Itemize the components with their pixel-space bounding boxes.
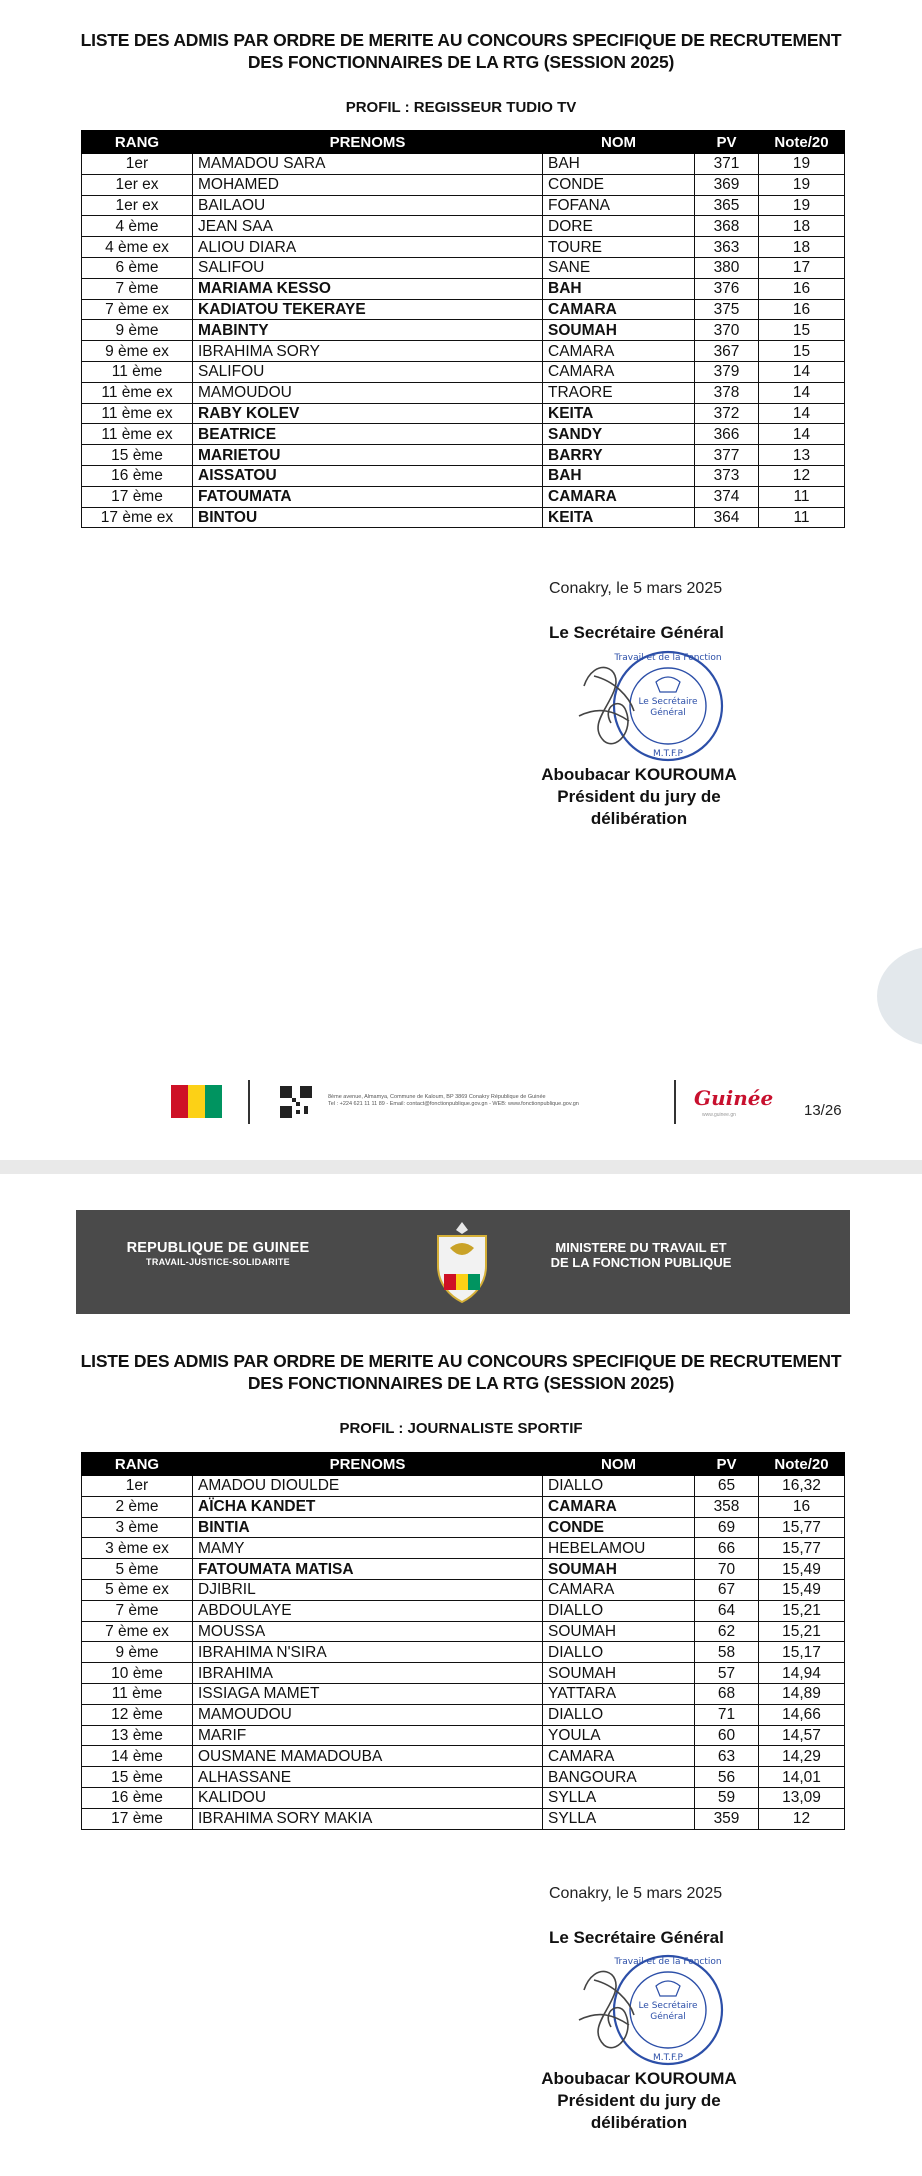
prenoms-cell: MARIAMA KESSO [193,278,543,299]
rank-cell: 17 ème [82,1808,193,1829]
pv-cell: 370 [695,320,759,341]
table-row [82,174,845,195]
pv-cell: 69 [695,1517,759,1538]
stamp-center-text-2: Général [650,708,686,718]
signer-role-line-1: Président du jury de [557,787,721,806]
document-title-2 [40,1350,882,1394]
rank-cell: 11 ème ex [82,382,193,403]
col-prenoms: PRENOMS [193,1453,543,1476]
rank-cell: 14 ème [82,1746,193,1767]
stamp-bottom-text: M.T.F.P [653,749,683,759]
nom-cell: SYLLA [543,1808,695,1829]
nom-cell: SOUMAH [543,1621,695,1642]
banner-motto: TRAVAIL-JUSTICE-SOLIDARITE [146,1257,290,1267]
table-row [82,382,845,403]
rank-cell: 4 ème ex [82,237,193,258]
rank-cell: 15 ème [82,1767,193,1788]
results-table-2 [81,1452,845,1830]
pv-cell: 365 [695,195,759,216]
table-row [82,1496,845,1517]
nom-cell: DIALLO [543,1476,695,1497]
col-note: Note/20 [759,1453,845,1476]
pv-cell: 67 [695,1579,759,1600]
note-cell: 14,29 [759,1746,845,1767]
prenoms-cell: MABINTY [193,320,543,341]
prenoms-cell: ALIOU DIARA [193,237,543,258]
pv-cell: 373 [695,465,759,486]
title-line-1: LISTE DES ADMIS PAR ORDRE DE MERITE AU CONCOURS SPECIFIQUE DE RECRUTEMENT [80,1351,842,1371]
table-row [82,1663,845,1684]
table-row [82,320,845,341]
table-row [82,1538,845,1559]
note-cell: 16 [759,299,845,320]
note-cell: 15,77 [759,1517,845,1538]
ministry-banner [76,1210,850,1314]
prenoms-cell: ALHASSANE [193,1767,543,1788]
rank-cell: 17 ème ex [82,507,193,528]
pv-cell: 57 [695,1663,759,1684]
table-row [82,154,845,175]
pv-cell: 367 [695,341,759,362]
col-pv: PV [695,131,759,154]
signer-role-line-2: délibération [590,809,688,828]
note-cell: 14,01 [759,1767,845,1788]
banner-ministry-line-2: DE LA FONCTION PUBLIQUE [550,1255,732,1270]
pv-cell: 65 [695,1476,759,1497]
note-cell: 14,66 [759,1704,845,1725]
note-cell: 14,57 [759,1725,845,1746]
table-row [82,486,845,507]
stamp-circle [613,1956,722,2064]
pv-cell: 371 [695,154,759,175]
rank-cell: 9 ème ex [82,341,193,362]
footer-divider [248,1080,250,1124]
note-cell: 17 [759,257,845,278]
stamp-center-text-1: Le Secrétaire [638,697,698,707]
signer-block-2 [519,2068,759,2134]
prenoms-cell: KALIDOU [193,1787,543,1808]
prenoms-cell: DJIBRIL [193,1579,543,1600]
pv-cell: 63 [695,1746,759,1767]
profil-heading: PROFIL : REGISSEUR TUDIO TV [345,99,577,116]
table-row [82,341,845,362]
nom-cell: FOFANA [543,195,695,216]
floating-action-button[interactable] [877,946,922,1046]
title-line-1: LISTE DES ADMIS PAR ORDRE DE MERITE AU CONCOURS SPECIFIQUE DE RECRUTEMENT [80,30,842,50]
rank-cell: 17 ème [82,486,193,507]
nom-cell: BAH [543,278,695,299]
prenoms-cell: BINTOU [193,507,543,528]
table-row [82,1746,845,1767]
table-row [82,445,845,466]
nom-cell: SOUMAH [543,320,695,341]
prenoms-cell: MAMY [193,1538,543,1559]
coat-of-arms-icon [424,1216,500,1308]
prenoms-cell: IBRAHIMA N'SIRA [193,1642,543,1663]
table-row [82,237,845,258]
rank-cell: 12 ème [82,1704,193,1725]
col-nom: NOM [543,131,695,154]
note-cell: 15,49 [759,1559,845,1580]
nom-cell: CAMARA [543,1579,695,1600]
note-cell: 14 [759,382,845,403]
prenoms-cell: RABY KOLEV [193,403,543,424]
note-cell: 14 [759,403,845,424]
note-cell: 15 [759,320,845,341]
nom-cell: BAH [543,154,695,175]
footer-address-line-2: Tel : +224 621 11 11 89 - Email: contact@fonctionpublique.gov.gn - WEB: www.fonctionpublique.gov.gn [328,1101,579,1107]
pv-cell: 358 [695,1496,759,1517]
note-cell: 19 [759,174,845,195]
col-note: Note/20 [759,131,845,154]
nom-cell: CAMARA [543,299,695,320]
footer-address-line-1: 8ème avenue, Almamya, Commune de Kaloum, BP 3869 Conakry République de Guinée [328,1094,546,1100]
col-prenoms: PRENOMS [193,131,543,154]
nom-cell: CAMARA [543,341,695,362]
official-stamp [564,646,724,766]
guinea-flag-icon [171,1085,222,1118]
table-row [82,1621,845,1642]
table-row [82,361,845,382]
table-row [82,1559,845,1580]
pv-cell: 359 [695,1808,759,1829]
nom-cell: DIALLO [543,1600,695,1621]
title-line-2: DES FONCTIONNAIRES DE LA RTG (SESSION 2025) [247,52,675,72]
nom-cell: TRAORE [543,382,695,403]
nom-cell: SYLLA [543,1787,695,1808]
guinee-brand-logo: Guinée [694,1086,774,1110]
rank-cell: 9 ème [82,1642,193,1663]
page-number: 13/26 [804,1102,842,1119]
pv-cell: 62 [695,1621,759,1642]
table-header-row [82,131,845,154]
handwritten-signature [579,667,634,743]
rank-cell: 7 ème [82,1600,193,1621]
pv-cell: 374 [695,486,759,507]
table-row [82,1725,845,1746]
rank-cell: 4 ème [82,216,193,237]
nom-cell: DIALLO [543,1642,695,1663]
prenoms-cell: JEAN SAA [193,216,543,237]
page-separator [0,1160,922,1174]
pv-cell: 71 [695,1704,759,1725]
rank-cell: 5 ème ex [82,1579,193,1600]
results-table [81,130,845,528]
note-cell: 13,09 [759,1787,845,1808]
prenoms-cell: MAMOUDOU [193,382,543,403]
rank-cell: 11 ème [82,1683,193,1704]
footer-address [328,1094,658,1108]
nom-cell: CAMARA [543,361,695,382]
table-header-row [82,1453,845,1476]
stamp-center-text-1: Le Secrétaire [638,2001,698,2011]
note-cell: 16 [759,278,845,299]
rank-cell: 3 ème ex [82,1538,193,1559]
nom-cell: CONDE [543,1517,695,1538]
banner-ministry-line-1: MINISTERE DU TRAVAIL ET [555,1240,727,1255]
nom-cell: DORE [543,216,695,237]
note-cell: 14,89 [759,1683,845,1704]
prenoms-cell: KADIATOU TEKERAYE [193,299,543,320]
prenoms-cell: MAMOUDOU [193,1704,543,1725]
note-cell: 14 [759,424,845,445]
nom-cell: KEITA [543,507,695,528]
pv-cell: 375 [695,299,759,320]
pv-cell: 59 [695,1787,759,1808]
prenoms-cell: SALIFOU [193,361,543,382]
table-row [82,216,845,237]
pv-cell: 60 [695,1725,759,1746]
nom-cell: SANDY [543,424,695,445]
table-row [82,195,845,216]
table-row [82,1476,845,1497]
nom-cell: SOUMAH [543,1663,695,1684]
note-cell: 18 [759,216,845,237]
prenoms-cell: BAILAOU [193,195,543,216]
prenoms-cell: SALIFOU [193,257,543,278]
pv-cell: 368 [695,216,759,237]
stamp-bottom-text: M.T.F.P [653,2053,683,2063]
pv-cell: 68 [695,1683,759,1704]
prenoms-cell: IBRAHIMA [193,1663,543,1684]
signature-title-2: Le Secrétaire Général [549,1928,724,1947]
signer-name: Aboubacar KOUROUMA [541,765,737,784]
note-cell: 19 [759,154,845,175]
rank-cell: 7 ème ex [82,1621,193,1642]
table-row [82,424,845,445]
pv-cell: 56 [695,1767,759,1788]
stamp-circle [613,652,722,760]
prenoms-cell: BEATRICE [193,424,543,445]
table-row [82,1767,845,1788]
pv-cell: 378 [695,382,759,403]
rank-cell: 5 ème [82,1559,193,1580]
rank-cell: 16 ème [82,1787,193,1808]
prenoms-cell: ISSIAGA MAMET [193,1683,543,1704]
note-cell: 15,17 [759,1642,845,1663]
note-cell: 14,94 [759,1663,845,1684]
prenoms-cell: IBRAHIMA SORY MAKIA [193,1808,543,1829]
pv-cell: 58 [695,1642,759,1663]
stamp-outer-text: Travail et de la Fonction [614,1957,722,1967]
note-cell: 11 [759,486,845,507]
table-row [82,465,845,486]
rank-cell: 11 ème ex [82,403,193,424]
note-cell: 19 [759,195,845,216]
note-cell: 15 [759,341,845,362]
col-pv: PV [695,1453,759,1476]
handwritten-signature [579,1971,634,2047]
nom-cell: KEITA [543,403,695,424]
pv-cell: 70 [695,1559,759,1580]
rank-cell: 7 ème [82,278,193,299]
rank-cell: 6 ème [82,257,193,278]
page-footer [0,1076,922,1126]
rank-cell: 7 ème ex [82,299,193,320]
note-cell: 13 [759,445,845,466]
rank-cell: 2 ème [82,1496,193,1517]
profil-heading-2: PROFIL : JOURNALISTE SPORTIF [339,1420,583,1437]
nom-cell: CAMARA [543,486,695,507]
nom-cell: SANE [543,257,695,278]
table-row [82,1704,845,1725]
prenoms-cell: MAMADOU SARA [193,154,543,175]
nom-cell: CONDE [543,174,695,195]
table-row [82,1683,845,1704]
note-cell: 14 [759,361,845,382]
table-row [82,1579,845,1600]
col-rang: RANG [82,131,193,154]
prenoms-cell: ABDOULAYE [193,1600,543,1621]
table-row [82,403,845,424]
rank-cell: 11 ème ex [82,424,193,445]
prenoms-cell: IBRAHIMA SORY [193,341,543,362]
rank-cell: 10 ème [82,1663,193,1684]
rank-cell: 1er [82,154,193,175]
prenoms-cell: AISSATOU [193,465,543,486]
note-cell: 12 [759,465,845,486]
signer-name: Aboubacar KOUROUMA [541,2069,737,2088]
rank-cell: 3 ème [82,1517,193,1538]
rank-cell: 9 ème [82,320,193,341]
rank-cell: 1er ex [82,195,193,216]
nom-cell: BANGOURA [543,1767,695,1788]
signer-role-line-2: délibération [590,2113,688,2132]
col-rang: RANG [82,1453,193,1476]
place-date: Conakry, le 5 mars 2025 [549,580,723,597]
note-cell: 16 [759,1496,845,1517]
pv-cell: 372 [695,403,759,424]
table-row [82,1787,845,1808]
note-cell: 15,49 [759,1579,845,1600]
rank-cell: 1er ex [82,174,193,195]
prenoms-cell: MOUSSA [193,1621,543,1642]
signer-role-line-1: Président du jury de [557,2091,721,2110]
signature-title: Le Secrétaire Général [549,623,724,642]
stamp-center-text-2: Général [650,2012,686,2022]
rank-cell: 16 ème [82,465,193,486]
place-date-2: Conakry, le 5 mars 2025 [549,1885,723,1902]
banner-country [108,1240,328,1267]
nom-cell: BARRY [543,445,695,466]
table-row [82,299,845,320]
document-title [40,29,882,73]
pv-cell: 64 [695,1600,759,1621]
prenoms-cell: BINTIA [193,1517,543,1538]
prenoms-cell: AÏCHA KANDET [193,1496,543,1517]
stamp-outer-text: Travail et de la Fonction [614,653,722,663]
col-nom: NOM [543,1453,695,1476]
document-page-14 [0,1174,922,2176]
rank-cell: 15 ème [82,445,193,466]
rank-cell: 1er [82,1476,193,1497]
pv-cell: 364 [695,507,759,528]
nom-cell: YATTARA [543,1683,695,1704]
nom-cell: TOURE [543,237,695,258]
prenoms-cell: MARIF [193,1725,543,1746]
prenoms-cell: MOHAMED [193,174,543,195]
pv-cell: 363 [695,237,759,258]
nom-cell: BAH [543,465,695,486]
note-cell: 15,21 [759,1621,845,1642]
pv-cell: 66 [695,1538,759,1559]
nom-cell: HEBELAMOU [543,1538,695,1559]
guinee-brand-url: www.guinee.gn [702,1112,736,1118]
note-cell: 15,77 [759,1538,845,1559]
pv-cell: 376 [695,278,759,299]
prenoms-cell: FATOUMATA MATISA [193,1559,543,1580]
table-row [82,1642,845,1663]
pv-cell: 366 [695,424,759,445]
pv-cell: 377 [695,445,759,466]
note-cell: 12 [759,1808,845,1829]
nom-cell: CAMARA [543,1496,695,1517]
title-line-2: DES FONCTIONNAIRES DE LA RTG (SESSION 2025) [247,1373,675,1393]
table-row [82,1600,845,1621]
nom-cell: CAMARA [543,1746,695,1767]
rank-cell: 13 ème [82,1725,193,1746]
nom-cell: YOULA [543,1725,695,1746]
table-row [82,1517,845,1538]
prenoms-cell: MARIETOU [193,445,543,466]
prenoms-cell: AMADOU DIOULDE [193,1476,543,1497]
prenoms-cell: FATOUMATA [193,486,543,507]
footer-divider-2 [674,1080,676,1124]
note-cell: 11 [759,507,845,528]
table-row [82,507,845,528]
note-cell: 18 [759,237,845,258]
note-cell: 16,32 [759,1476,845,1497]
nom-cell: DIALLO [543,1704,695,1725]
pv-cell: 369 [695,174,759,195]
banner-ministry [526,1240,756,1270]
banner-country-name: REPUBLIQUE DE GUINEE [126,1240,310,1256]
rank-cell: 11 ème [82,361,193,382]
qr-code-icon [280,1086,312,1118]
prenoms-cell: OUSMANE MAMADOUBA [193,1746,543,1767]
table-row [82,1808,845,1829]
table-row [82,278,845,299]
official-stamp-2 [564,1950,724,2070]
table-row [82,257,845,278]
note-cell: 15,21 [759,1600,845,1621]
pv-cell: 379 [695,361,759,382]
signer-block [519,764,759,830]
pv-cell: 380 [695,257,759,278]
nom-cell: SOUMAH [543,1559,695,1580]
